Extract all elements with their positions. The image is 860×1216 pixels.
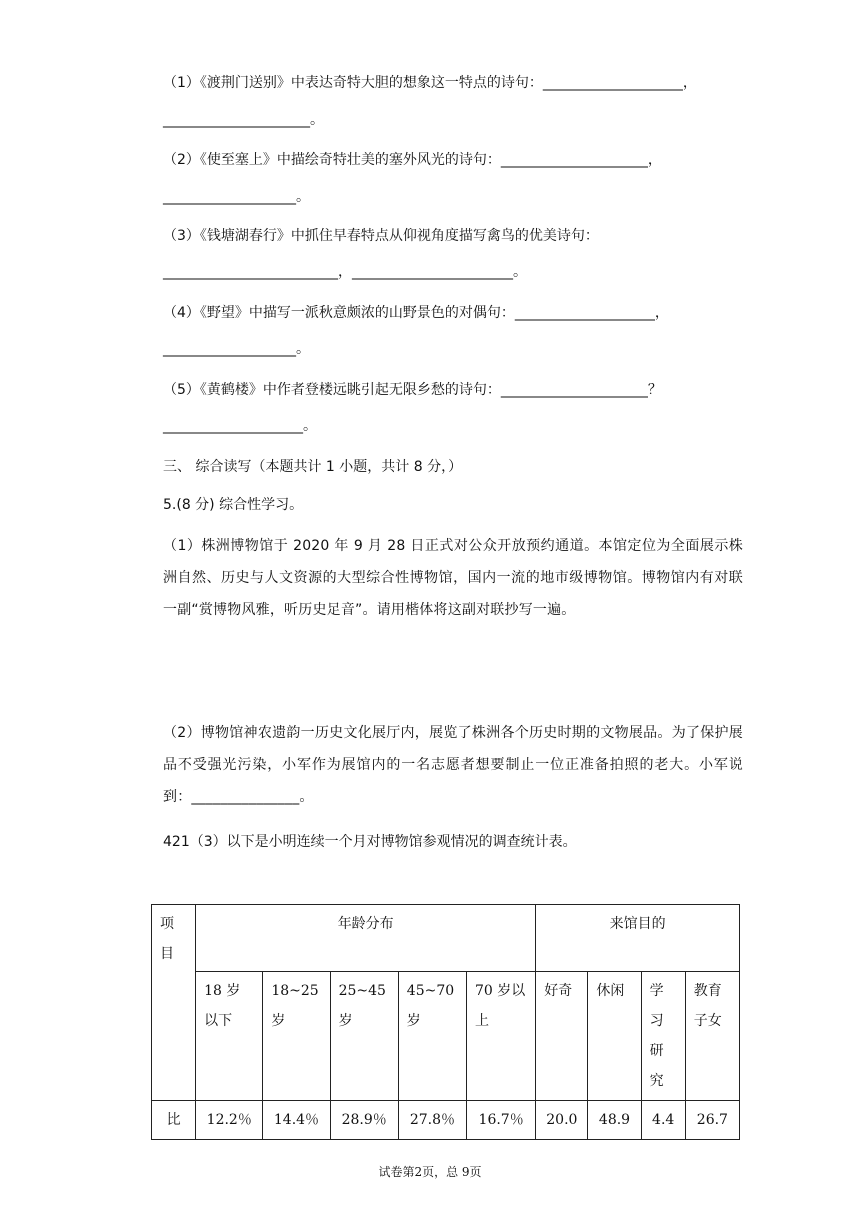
question-5-part-3: 421（3）以下是小明连续一个月对博物馆参观情况的调查统计表。 xyxy=(163,834,577,850)
item3-line2: _________________________，_______________________。 xyxy=(163,264,527,280)
age-header: 45~70 岁 xyxy=(398,972,466,1101)
survey-table xyxy=(151,904,740,1140)
age-header: 70 岁以上 xyxy=(467,972,536,1101)
row-label: 比 xyxy=(152,1101,196,1140)
item5-line2: ____________________。 xyxy=(163,418,317,434)
header-visit-purpose: 来馆目的 xyxy=(536,905,740,972)
section-heading: 三、 综合读写（本题共计 1 小题，共计 8 分，） xyxy=(163,459,463,475)
item4-line2: ___________________。 xyxy=(163,341,310,357)
item2-line1: （2）《使至塞上》中描绘奇特壮美的塞外风光的诗句：_____________________， xyxy=(163,152,662,168)
item4-line1: （4）《野望》中描写一派秋意颇浓的山野景色的对偶句：____________________， xyxy=(163,305,669,321)
age-value: 14.4％ xyxy=(263,1101,330,1140)
purpose-header: 休闲 xyxy=(588,972,641,1101)
purpose-value: 26.7 xyxy=(685,1101,739,1140)
question-5-part-1: （1）株洲博物馆于 2020 年 9 月 28 日正式对公众开放预约通道。本馆定位为全面展示株洲自然、历史与人文资源的大型综合性博物馆，国内一流的地市级博物馆。博物馆内有对联一副“赏博物风雅，听历史足音”。请用楷体将这副对联抄写一遍。 xyxy=(163,538,743,618)
item1-line1: （1）《渡荆门送别》中表达奇特大胆的想象这一特点的诗句：____________________， xyxy=(163,75,697,91)
age-header: 25~45 岁 xyxy=(330,972,398,1101)
question-5-part-2: （2）博物馆神农遗韵一历史文化展厅内，展览了株洲各个历史时期的文物展品。为了保护展品不受强光污染，小军作为展馆内的一名志愿者想要制止一位正准备拍照的老大。小军说到：_______________。 xyxy=(163,725,743,805)
page-footer: 试卷第2页，总 9页 xyxy=(378,1165,482,1179)
header-age-distribution: 年龄分布 xyxy=(196,905,536,972)
purpose-value: 48.9 xyxy=(588,1101,641,1140)
age-value: 16.7％ xyxy=(467,1101,536,1140)
item1-line2: _____________________。 xyxy=(163,112,324,128)
age-value: 27.8％ xyxy=(398,1101,466,1140)
item2-line2: ___________________。 xyxy=(163,189,310,205)
purpose-header: 学习研究 xyxy=(641,972,685,1101)
age-value: 28.9％ xyxy=(330,1101,398,1140)
table-row xyxy=(152,1101,740,1140)
age-header: 18 岁以下 xyxy=(196,972,263,1101)
purpose-header: 教育子女 xyxy=(685,972,739,1101)
item5-line1: （5）《黄鹤楼》中作者登楼远眺引起无限乡愁的诗句：_____________________？ xyxy=(163,382,662,398)
purpose-value: 4.4 xyxy=(641,1101,685,1140)
header-item: 项目 xyxy=(152,905,196,1101)
item3-line1: （3）《钱塘湖春行》中抓住早春特点从仰视角度描写禽鸟的优美诗句： xyxy=(163,228,599,244)
purpose-value: 20.0 xyxy=(536,1101,588,1140)
age-value: 12.2％ xyxy=(196,1101,263,1140)
age-header: 18~25 岁 xyxy=(263,972,330,1101)
purpose-header: 好奇 xyxy=(536,972,588,1101)
question-5-title: 5.(8 分) 综合性学习。 xyxy=(163,497,304,513)
